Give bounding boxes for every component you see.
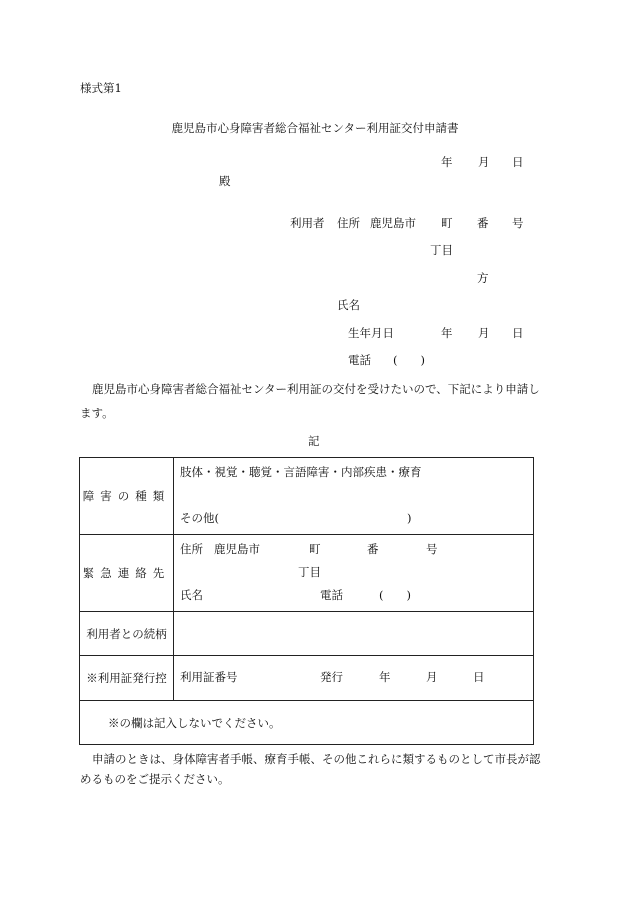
relation-value-cell[interactable] [174,612,534,656]
em-name-label: 氏名 [180,588,203,602]
em-ban[interactable]: 番 [367,542,379,556]
receipt-value-cell [174,656,534,701]
request-statement: 鹿児島市心身障害者総合福祉センター利用証の交付を受けたいので、下記により申請します。 [80,382,540,420]
footer-note: 申請のときは、身体障害者手帳、療育手帳、その他これらに類するものとして市長が認めるものをご提示ください。 [80,752,541,786]
receipt-label-cell [80,656,174,701]
issue-day: 日 [473,670,485,684]
em-city: 鹿児島市 [214,542,260,556]
page-title: 鹿児島市心身障害者総合福祉センター利用証交付申請書 [171,121,459,135]
birth-year[interactable]: 年 [441,326,453,340]
notice-text: ※の欄は記入しないでください。 [108,715,281,730]
form-number: 様式第1 [80,81,122,95]
notice-cell [80,701,534,745]
em-phone[interactable]: ( ) [379,588,411,602]
applicant-chome[interactable]: 丁目 [430,243,453,257]
addressee-suffix: 殿 [219,174,231,188]
application-table [79,457,534,745]
birth-month[interactable]: 月 [478,326,490,340]
relation-label: 利用者との続柄 [86,626,167,641]
em-address-label: 住所 [180,542,203,556]
em-go[interactable]: 号 [426,542,438,556]
em-phone-label: 電話 [320,588,343,602]
birth-day[interactable]: 日 [512,326,524,340]
date-year[interactable]: 年 [441,155,453,169]
table-row [80,701,534,745]
table-row [80,458,534,535]
em-town[interactable]: 町 [309,542,321,556]
ki-heading: 記 [308,434,320,448]
applicant-phone-label: 電話 [348,353,371,367]
disability-label-cell [80,458,174,535]
table-row [80,656,534,701]
date-month[interactable]: 月 [478,155,490,169]
em-chome[interactable]: 丁目 [298,565,321,579]
disability-label: 障害の種類 [82,489,171,503]
disability-types[interactable]: 肢体・視覚・聴覚・言語障害・内部疾患・療育 [180,465,422,479]
applicant-ban[interactable]: 番 [477,216,489,230]
emergency-label: 緊急連絡先 [82,566,171,580]
applicant-go[interactable]: 号 [512,216,524,230]
applicant-kata[interactable]: 方 [477,271,489,285]
disability-value-cell[interactable] [174,458,534,535]
receipt-label: ※利用証発行控 [86,671,167,685]
relation-label-cell [80,612,174,656]
table-row [80,612,534,656]
applicant-phone[interactable]: ( ) [393,353,425,367]
card-no-label: 利用証番号 [180,670,238,684]
issue-label: 発行 [320,670,343,684]
issue-month: 月 [426,670,438,684]
date-day[interactable]: 日 [512,155,524,169]
applicant-city: 鹿児島市 [370,216,416,230]
emergency-value-cell[interactable] [174,535,534,612]
applicant-town[interactable]: 町 [441,216,453,230]
applicant-address-label: 住所 [337,216,360,230]
applicant-name-label: 氏名 [337,298,360,312]
applicant-birth-label: 生年月日 [348,326,394,340]
other-label[interactable]: その他( [180,511,219,525]
other-close: ) [407,511,412,525]
emergency-label-cell [80,535,174,612]
applicant-label: 利用者 [290,216,325,230]
issue-year: 年 [379,670,391,684]
table-row [80,535,534,612]
